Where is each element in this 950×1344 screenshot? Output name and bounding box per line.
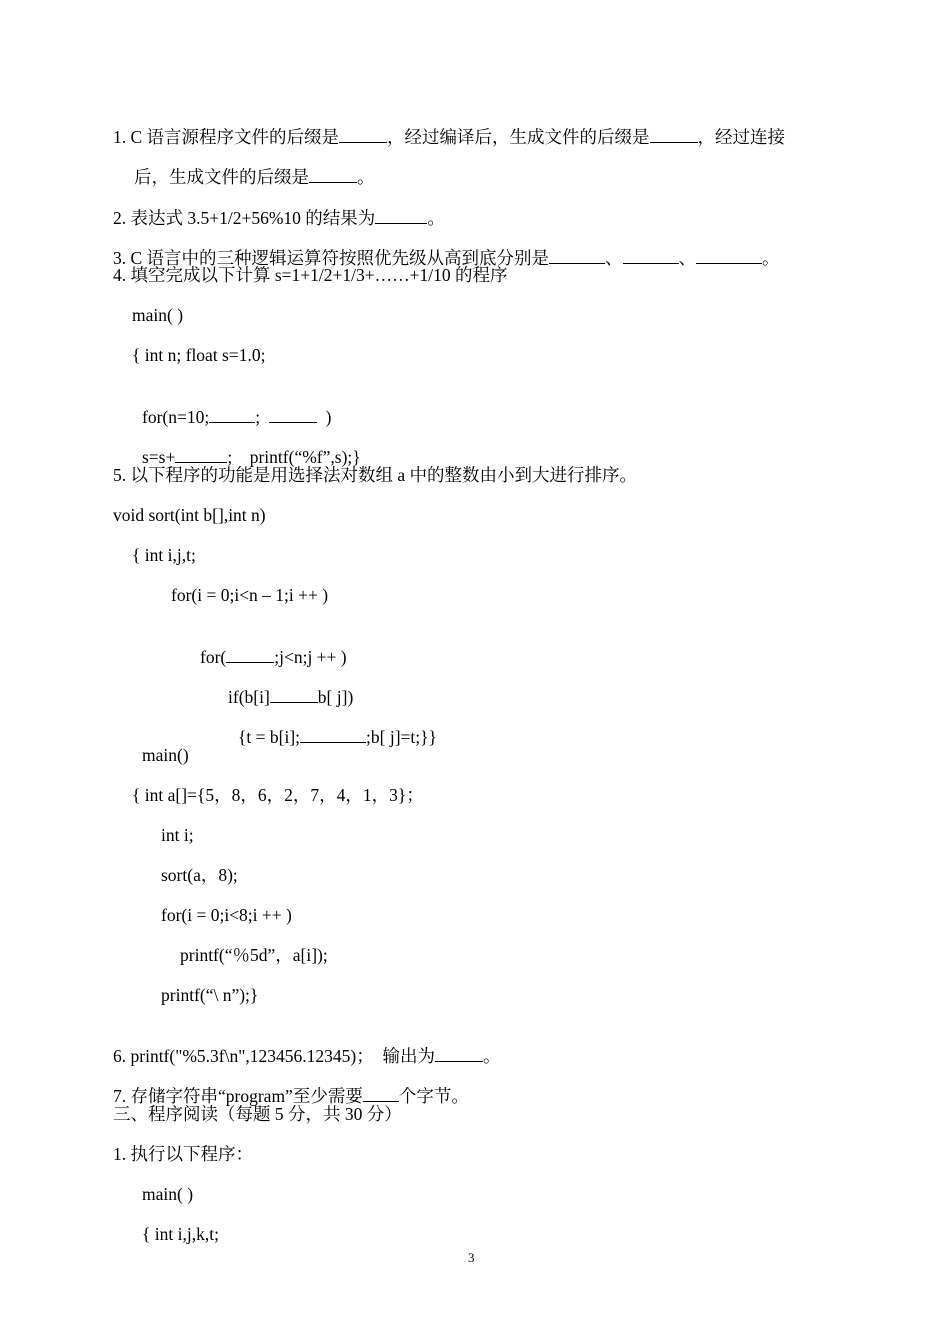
q7: 7. 存储字符串“program”至少需要 个字节。 [113,1086,469,1106]
code-line: for( ;j<n;j ++ ) [200,647,347,667]
q2: 2. 表达式 3.5+1/2+56%10 的结果为 。 [113,208,445,228]
code-line: for(i = 0;i<8;i ++ ) [161,905,292,925]
blank [175,448,227,463]
p1-title: 1. 执行以下程序： [113,1144,253,1164]
q1-line1: 1. C 语言源程序文件的后缀是 ，经过编译后，生成文件的后缀是 ，经过连接 [113,127,786,147]
code-line: { int n; float s=1.0; [132,345,266,365]
code-line: int i; [161,825,194,845]
blank [696,249,762,264]
code-line: { int i,j,k,t; [142,1224,219,1244]
code-line: main( ) [142,1184,194,1204]
blank [375,209,427,224]
section-heading: 三、程序阅读（每题 5 分，共 30 分） [113,1104,402,1124]
page-number: 3 [468,1250,475,1265]
blank [226,648,274,663]
blank [623,249,679,264]
q6: 6. printf("%5.3f\n",123456.12345)； 输出为 。 [113,1046,501,1066]
code-line: if(b[i] b[ j]) [228,687,354,707]
blank [209,408,255,423]
code-line: for(i = 0;i<n – 1;i ++ ) [171,585,329,605]
code-line: s=s+ ; printf(“%f”,s);} [142,447,361,467]
blank [650,128,698,143]
blank [435,1047,483,1062]
code-line: { int a[]={5，8，6，2，7，4，1，3}； [132,785,424,805]
blank [549,249,605,264]
blank [300,728,366,743]
blank [270,688,318,703]
code-line: printf(“％5d”，a[i]); [180,945,328,965]
code-line: void sort(int b[],int n) [113,505,266,525]
code-line: main( ) [132,305,184,325]
code-line: for(n=10; ; ) [142,407,332,427]
code-line: main() [142,745,189,765]
q4-title: 4. 填空完成以下计算 s=1+1/2+1/3+……+1/10 的程序 [113,265,508,285]
q1-line2: 后，生成文件的后缀是 。 [134,167,375,187]
blank [309,168,357,183]
blank [269,408,317,423]
q3: 3. C 语言中的三种逻辑运算符按照优先级从高到底分别是 、 、 。 [113,248,780,268]
code-line: { int i,j,t; [132,545,196,565]
blank [363,1087,399,1102]
code-line: {t = b[i]; ;b[ j]=t;}} [238,727,437,747]
underlined-semicolon: ; [227,447,233,467]
code-line: printf(“\ n”);} [161,985,259,1005]
code-line: sort(a，8); [161,865,238,885]
q5-title: 5. 以下程序的功能是用选择法对数组 a 中的整数由小到大进行排序。 [113,465,638,485]
blank [339,128,387,143]
